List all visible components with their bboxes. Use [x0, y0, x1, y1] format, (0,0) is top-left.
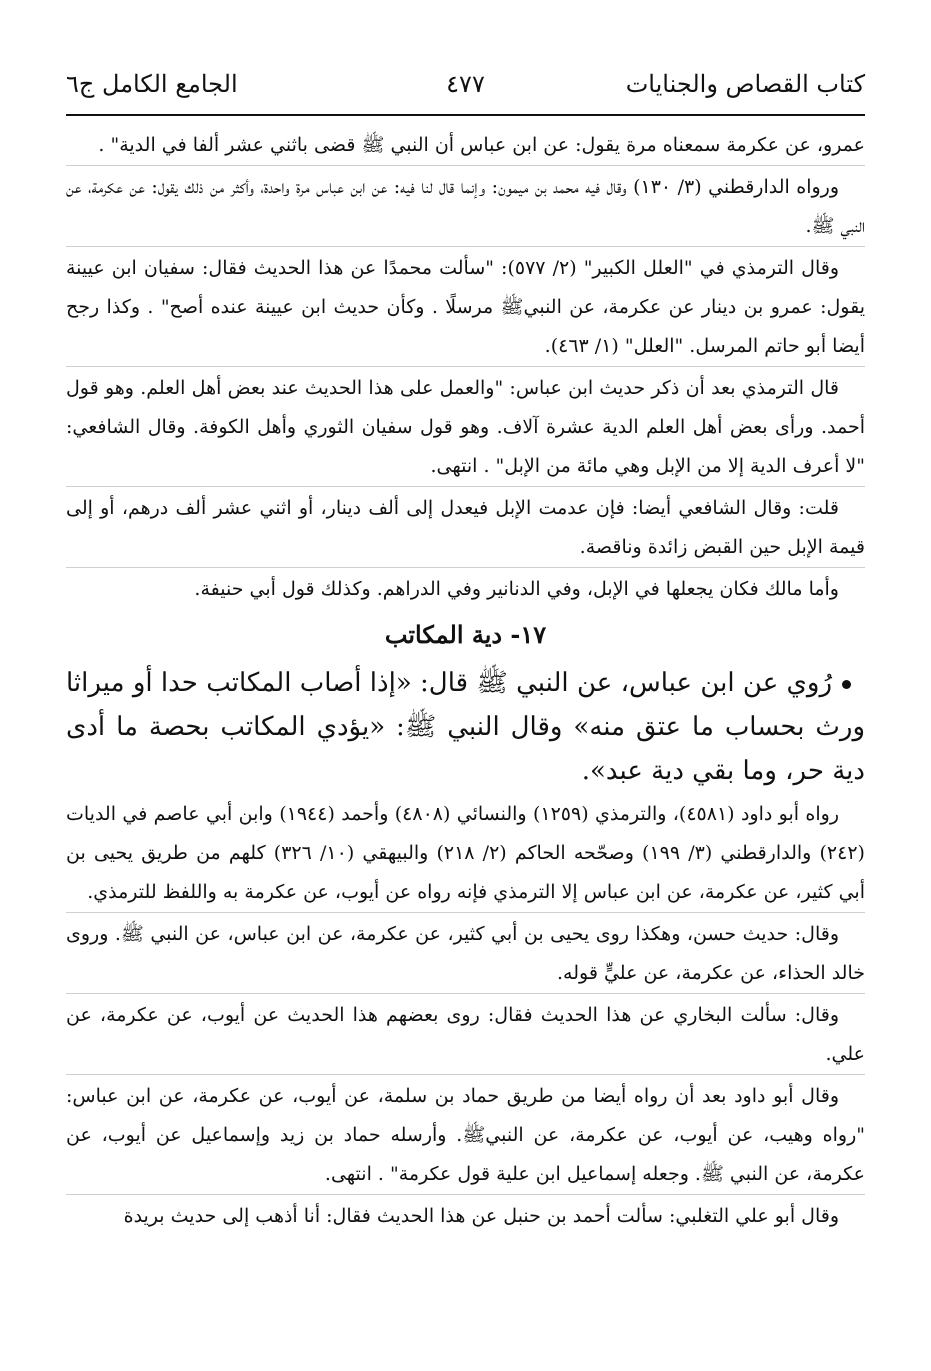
- paragraph: ورواه الدارقطني (٣/ ١٣٠) وقال فيه محمد بن ميمون: وإنما قال لنا فيه: عن ابن عباس مرة واحدة، وأكثر من ذلك يقول: عن عكرمة، عن النبي ﷺ.: [66, 165, 865, 246]
- page-number: ٤٧٧: [446, 70, 485, 98]
- paragraph: وقال أبو علي التغلبي: سألت أحمد بن حنبل عن هذا الحديث فقال: أنا أذهب إلى حديث بريدة: [66, 1194, 865, 1236]
- hadith-text: [66, 661, 865, 793]
- paragraph: وقال الترمذي في "العلل الكبير" (٢/ ٥٧٧): "سألت محمدًا عن هذا الحديث فقال: سفيان ابن عيينة يقول: عمرو بن دينار عن عكرمة، عن النبيﷺ مرسلًا . وكأن حديث ابن عيينة عنده أصح" . وكذا رجح أيضا أبو حاتم المرسل. "العلل" (١/ ٤٦٣).: [66, 246, 865, 366]
- paragraph: وقال: حديث حسن، وهكذا روى يحيى بن أبي كثير، عن عكرمة، عن ابن عباس، عن النبي ﷺ. وروى خالد الحذاء، عن عكرمة، عن عليٍّ قوله.: [66, 912, 865, 993]
- paragraph: قلت: وقال الشافعي أيضا: فإن عدمت الإبل فيعدل إلى ألف دينار، أو اثني عشر ألف درهم، أو إلى قيمة الإبل حين القبض زائدة وناقصة.: [66, 486, 865, 567]
- paragraph: قال الترمذي بعد أن ذكر حديث ابن عباس: "والعمل على هذا الحديث عند بعض أهل العلم. وهو قول أحمد. ورأى بعض أهل العلم الدية عشرة آلاف. وهو قول سفيان الثوري وأهل الكوفة. وقال الشافعي: "لا أعرف الدية إلا من الإبل وهي مائة من الإبل" . انتهى.: [66, 366, 865, 486]
- chapter-title: كتاب القصاص والجنايات: [625, 70, 865, 98]
- paragraph: وقال: سألت البخاري عن هذا الحديث فقال: روى بعضهم هذا الحديث عن أيوب، عن عكرمة، عن علي.: [66, 993, 865, 1074]
- paragraph: رواه أبو داود (٤٥٨١)، والترمذي (١٢٥٩) والنسائي (٤٨٠٨) وأحمد (١٩٤٤) وابن أبي عاصم في الديات (٢٤٢) والدارقطني (٣/ ١٩٩) وصحّحه الحاكم (٢/ ٢١٨) والبيهقي (١٠/ ٣٢٦) كلهم من طريق يحيى بن أبي كثير، عن عكرمة، عن ابن عباس إلا الترمذي فإنه رواه عن أيوب، عن عكرمة به واللفظ للترمذي.: [66, 803, 865, 903]
- page-header: [66, 60, 865, 116]
- paragraph: وقال أبو داود بعد أن رواه أيضا من طريق حماد بن سلمة، عن أيوب، عن عكرمة، عن ابن عباس: "رواه وهيب، عن أيوب، عن عكرمة، عن النبيﷺ. وأرسله حماد بن زيد وإسماعيل عن أيوب، عن عكرمة، عن النبي ﷺ. وجعله إسماعيل ابن علية قول عكرمة" . انتهى.: [66, 1074, 865, 1194]
- paragraph: عمرو، عن عكرمة سمعناه مرة يقول: عن ابن عباس أن النبي ﷺ قضى باثني عشر ألفا في الدية" .: [98, 134, 865, 156]
- section-title: ١٧- دية المكاتب: [384, 620, 547, 649]
- hadith-body: رُوي عن ابن عباس، عن النبي ﷺ قال: «إذا أصاب المكاتب حدا أو ميراثا ورث بحساب ما عتق منه» وقال النبي ﷺ: «يؤدي المكاتب بحصة ما أدى دية حر، وما بقي دية عبد».: [66, 668, 865, 786]
- bullet-icon: [842, 680, 851, 689]
- paragraph: وأما مالك فكان يجعلها في الإبل، وفي الدنانير وفي الدراهم. وكذلك قول أبي حنيفة.: [66, 567, 865, 609]
- book-title: الجامع الكامل ج٦: [66, 70, 238, 98]
- page-content: [66, 116, 865, 1236]
